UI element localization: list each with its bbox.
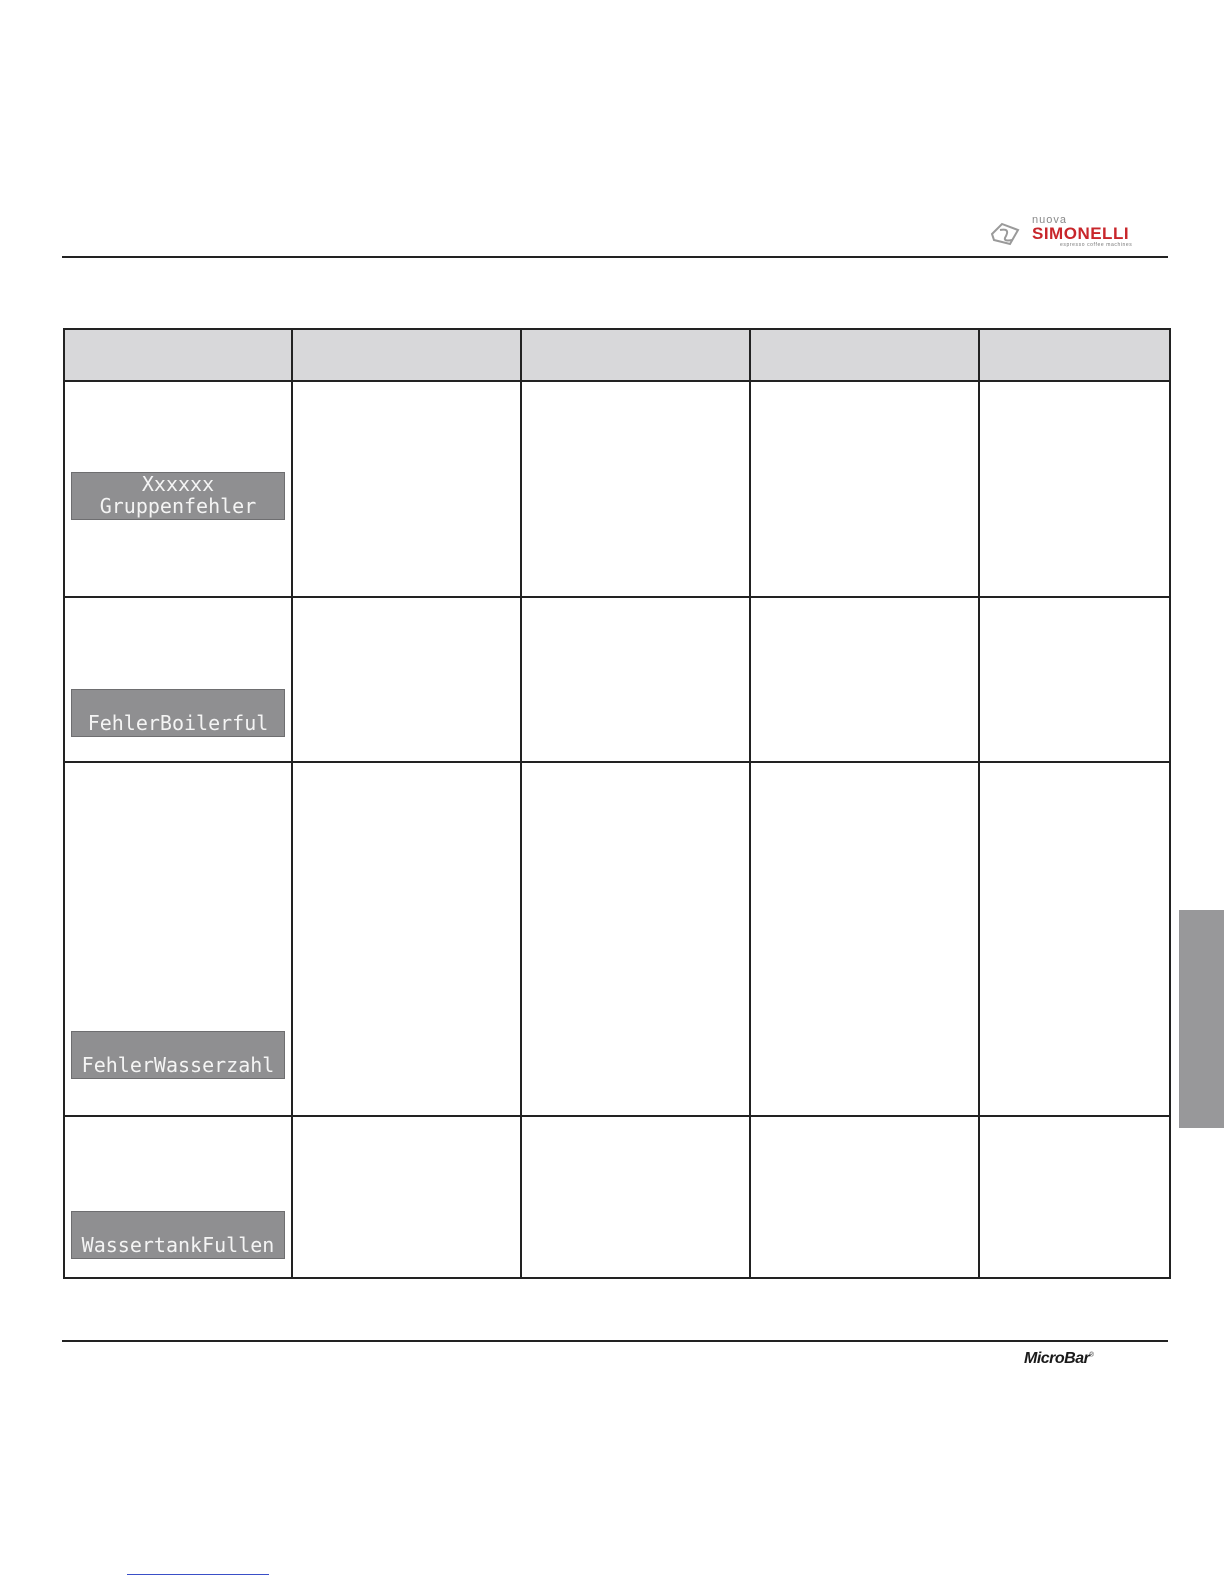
table-cell [979, 1116, 1170, 1278]
table-cell [750, 1116, 979, 1278]
table-row [64, 762, 1170, 1116]
display-cell [64, 762, 292, 1116]
column-header [292, 329, 521, 381]
table-cell [750, 381, 979, 597]
column-header [979, 329, 1170, 381]
column-header [521, 329, 750, 381]
column-header [64, 329, 292, 381]
table-cell [979, 381, 1170, 597]
registered-mark: ® [1089, 1352, 1094, 1359]
table-cell [521, 1116, 750, 1278]
table-cell [521, 762, 750, 1116]
lcd-display [71, 689, 285, 737]
table-cell [292, 597, 521, 762]
logo-mark-icon [988, 220, 1024, 248]
header-rule [62, 256, 1168, 258]
lcd-display [71, 1211, 285, 1259]
logo-tagline: espresso coffee machines [1060, 242, 1133, 248]
column-header [750, 329, 979, 381]
table-cell [750, 762, 979, 1116]
lcd-display [71, 472, 285, 520]
microbar-logo [1024, 1350, 1093, 1368]
table-cell [521, 597, 750, 762]
table-cell [292, 1116, 521, 1278]
logo-brand-name: SIMONELLI [1032, 224, 1130, 243]
table-cell [979, 597, 1170, 762]
table-row [64, 381, 1170, 597]
lcd-line: WassertankFullen [81, 1233, 275, 1257]
fault-table [63, 328, 1171, 1279]
footer-product-name: MicroBar [1024, 1350, 1090, 1367]
lcd-line: Xxxxxx [141, 472, 215, 496]
lcd-line: Gruppenfehler [99, 494, 257, 518]
display-cell [64, 1116, 292, 1278]
table-cell [292, 762, 521, 1116]
footer-rule [62, 1340, 1168, 1342]
lcd-line: FehlerWasserzahl [81, 1053, 275, 1077]
table-cell [750, 597, 979, 762]
link-underline [127, 1574, 269, 1575]
table-row [64, 1116, 1170, 1278]
table-cell [979, 762, 1170, 1116]
logo-top-word: nuova [1032, 214, 1067, 226]
lcd-line: FehlerBoilerful [87, 711, 269, 735]
nuova-simonelli-logo [988, 214, 1164, 254]
table-header-row [64, 329, 1170, 381]
section-side-tab [1179, 910, 1224, 1128]
lcd-display [71, 1031, 285, 1079]
display-cell [64, 381, 292, 597]
table-row [64, 597, 1170, 762]
display-cell [64, 597, 292, 762]
table-cell [521, 381, 750, 597]
table-cell [292, 381, 521, 597]
